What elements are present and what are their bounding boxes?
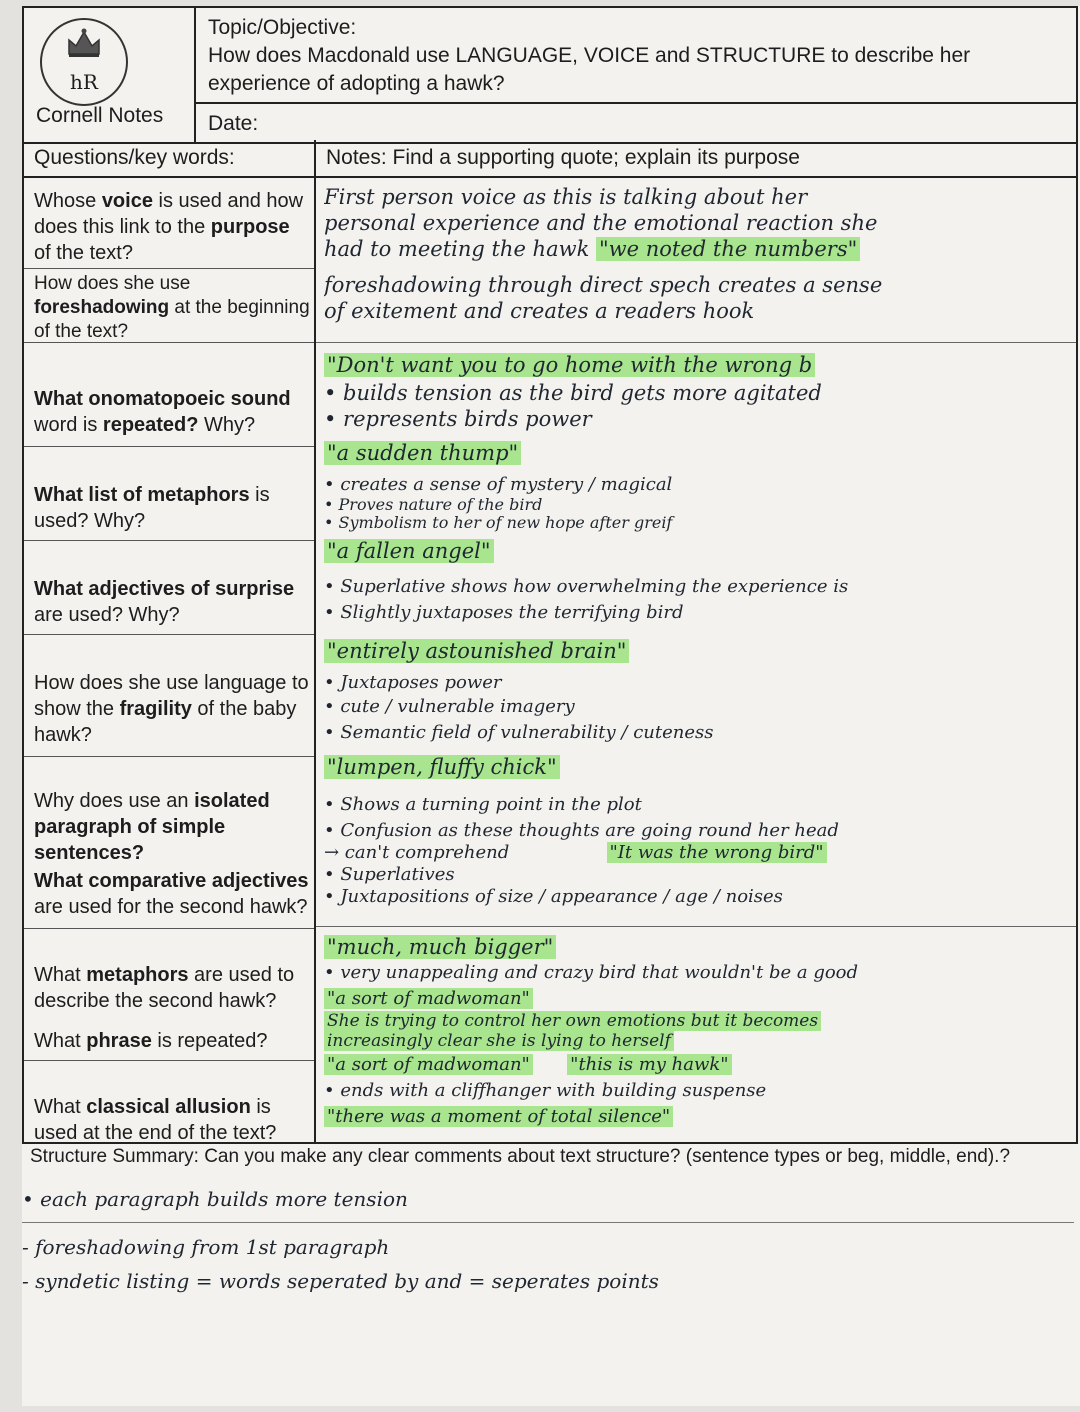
note-second-hawk-bullet1: • very unappealing and crazy bird that wouldn't be a good (324, 962, 859, 983)
note-fragility-bullet1: • Juxtaposes power (324, 672, 502, 693)
note-onomatopoeia-bullet2: • represents birds power (324, 407, 592, 431)
note-foreshadow-line1: foreshadowing through direct spech creates a sense (324, 273, 883, 297)
summary-line2: - foreshadowing from 1st paragraph (22, 1235, 390, 1259)
note-voice-line1: First person voice as this is talking about her (324, 185, 808, 209)
note-metaphors-quote: "a fallen angel" (324, 538, 1072, 564)
structure-summary-header: Structure Summary: Can you make any clear comments about text structure? (sentence types or beg, middle, end).? (30, 1146, 1011, 1167)
note-onomatopoeia-quote2: "a sudden thump" (324, 440, 1072, 466)
question-fragility: How does she use language to show the fragility of the baby hawk? (34, 672, 309, 746)
note-onomatopoeia-bullet1: • builds tension as the bird gets more agitated (324, 381, 822, 405)
note-isolated-line3: → can't comprehend "It was the wrong bird" (324, 842, 1072, 864)
question-classical-allusion: What classical allusion is used at the end of the text? (34, 1096, 277, 1144)
notes-header: Notes: Find a supporting quote; explain its purpose (316, 140, 1076, 178)
notes-column (314, 140, 1078, 1144)
note-voice-line3: had to meeting the hawk "we noted the numbers" (324, 236, 1072, 262)
crown-logo (40, 18, 128, 106)
crown-icon (66, 28, 102, 58)
note-second-hawk-line2: She is trying to control her own emotions but it becomes (324, 1010, 1072, 1032)
note-fragility-bullet3: • Semantic field of vulnerability / cuteness (324, 722, 714, 743)
note-fragility-bullet2: • cute / vulnerable imagery (324, 696, 575, 717)
question-isolated-paragraph: Why does use an isolated paragraph of simple sentences? (34, 790, 270, 864)
note-surprise-bullet2: • Slightly juxtaposes the terrifying bird (324, 602, 684, 623)
date-label: Date: (208, 112, 259, 135)
note-second-hawk-quote: "a sort of madwoman" (324, 988, 1072, 1010)
question-repeated-phrase: What phrase is repeated? (34, 1030, 268, 1052)
note-fragility-quote: "lumpen, fluffy chick" (324, 754, 1072, 780)
question-metaphors: What list of metaphors is used? Why? (34, 484, 270, 532)
note-isolated-bullet1: • Shows a turning point in the plot (324, 794, 642, 815)
cornell-notes-label: Cornell Notes (36, 104, 164, 127)
question-comparative-adjectives: What comparative adjectives are used for the second hawk? (34, 870, 309, 918)
note-allusion-bullet1: • ends with a cliffhanger with building suspense (324, 1080, 767, 1101)
date-row (196, 102, 1076, 144)
note-second-hawk-line3: increasingly clear she is lying to herself (324, 1030, 1072, 1052)
question-voice: Whose voice is used and how does this link to the purpose of the text? (34, 190, 304, 264)
note-metaphors-bullet2: • Proves nature of the bird (324, 495, 543, 514)
note-surprise-quote: "entirely astounished brain" (324, 638, 1072, 664)
logo-monogram: hR (70, 70, 98, 94)
note-foreshadow-line2: of exitement and creates a readers hook (324, 299, 755, 323)
header-topic-cell (194, 6, 1078, 144)
question-foreshadowing: How does she use foreshadowing at the beginning of the text? (34, 273, 310, 342)
note-surprise-bullet1: • Superlative shows how overwhelming the experience is (324, 576, 849, 597)
quote-highlight: "we noted the numbers" (596, 237, 860, 261)
header-logo-cell (22, 6, 196, 144)
question-adjectives-surprise: What adjectives of surprise are used? Why? (34, 578, 295, 626)
question-second-hawk-metaphors: What metaphors are used to describe the second hawk? (34, 964, 295, 1012)
questions-header: Questions/key words: (24, 140, 316, 178)
summary-line1: • each paragraph builds more tension (22, 1187, 408, 1211)
note-metaphors-bullet3: • Symbolism to her of new hope after greif (324, 513, 673, 532)
note-allusion-quote: "there was a moment of total silence" (324, 1106, 1072, 1128)
note-repeated-line: "a sort of madwoman" "this is my hawk" (324, 1054, 1072, 1076)
note-comparative-bullet1: • Superlatives (324, 864, 455, 885)
topic-label: Topic/Objective: (208, 16, 357, 39)
summary-line3: - syndetic listing = words seperated by and = seperates points (22, 1269, 659, 1293)
cornell-notes-sheet (22, 6, 1080, 1406)
note-voice-line2: personal experience and the emotional reaction she (324, 211, 878, 235)
note-isolated-bullet2: • Confusion as these thoughts are going round her head (324, 820, 839, 841)
question-onomatopoeia: What onomatopoeic sound word is repeated? Why? (34, 388, 291, 436)
note-metaphors-bullet1: • creates a sense of mystery / magical (324, 474, 673, 495)
note-onomatopoeia-quote: "Don't want you to go home with the wrong b (324, 352, 1072, 378)
note-comparative-quote: "much, much bigger" (324, 934, 1072, 960)
topic-question: How does Macdonald use LANGUAGE, VOICE and STRUCTURE to describe her experience of adopting a hawk? (208, 44, 971, 95)
note-comparative-bullet2: • Juxtapositions of size / appearance / age / noises (324, 886, 783, 907)
questions-column (22, 140, 316, 1144)
